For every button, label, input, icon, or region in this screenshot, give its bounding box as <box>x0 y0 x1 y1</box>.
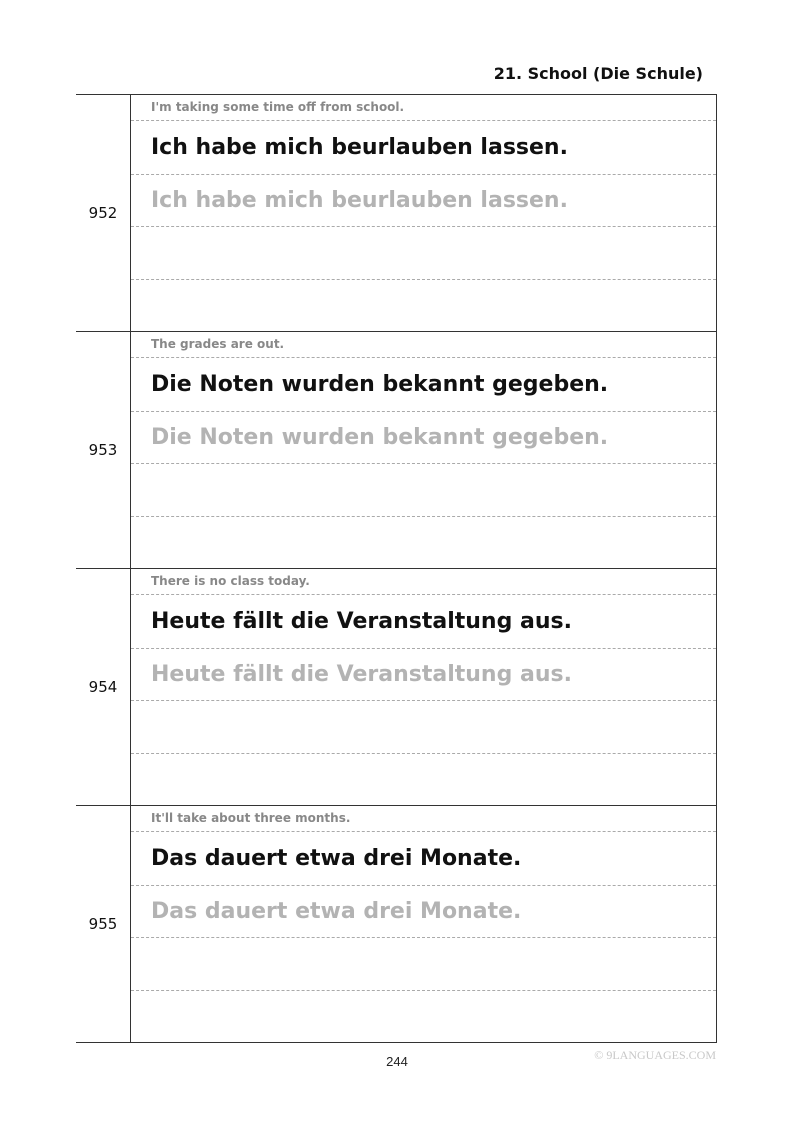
chapter-title: 21. School (Die Schule) <box>493 64 703 83</box>
english-hint: I'm taking some time off from school. <box>131 95 716 121</box>
blank-writing-line <box>131 753 716 806</box>
entry-number: 955 <box>76 806 131 1042</box>
english-hint: There is no class today. <box>131 569 716 595</box>
entry-number: 954 <box>76 569 131 805</box>
blank-writing-line <box>131 463 716 516</box>
english-hint: The grades are out. <box>131 332 716 358</box>
writing-lines <box>131 332 716 568</box>
german-sentence: Das dauert etwa drei Monate. <box>151 845 522 871</box>
blank-writing-line <box>131 700 716 753</box>
entry-block <box>76 806 717 1043</box>
blank-writing-line <box>131 990 716 1043</box>
blank-writing-line <box>131 516 716 569</box>
practice-sheet <box>76 94 717 1043</box>
german-trace-sentence: Das dauert etwa drei Monate. <box>131 885 716 938</box>
blank-writing-line <box>131 937 716 990</box>
german-trace-sentence: Heute fällt die Veranstaltung aus. <box>131 648 716 701</box>
writing-lines <box>131 806 716 1042</box>
entry-block <box>76 95 717 332</box>
german-sentence: Die Noten wurden bekannt gegeben. <box>151 371 609 397</box>
writing-lines <box>131 95 716 331</box>
entry-number: 953 <box>76 332 131 568</box>
entry-block <box>76 332 717 569</box>
blank-writing-line <box>131 226 716 279</box>
german-sentence: Ich habe mich beurlauben lassen. <box>151 134 568 160</box>
entry-block <box>76 569 717 806</box>
german-sentence: Heute fällt die Veranstaltung aus. <box>151 608 572 634</box>
writing-lines <box>131 569 716 805</box>
german-trace-sentence: Ich habe mich beurlauben lassen. <box>131 174 716 227</box>
entry-number: 952 <box>76 95 131 331</box>
copyright-watermark: © 9LANGUAGES.COM <box>594 1048 716 1062</box>
page-number: 244 <box>386 1054 408 1069</box>
blank-writing-line <box>131 279 716 332</box>
german-trace-sentence: Die Noten wurden bekannt gegeben. <box>131 411 716 464</box>
english-hint: It'll take about three months. <box>131 806 716 832</box>
